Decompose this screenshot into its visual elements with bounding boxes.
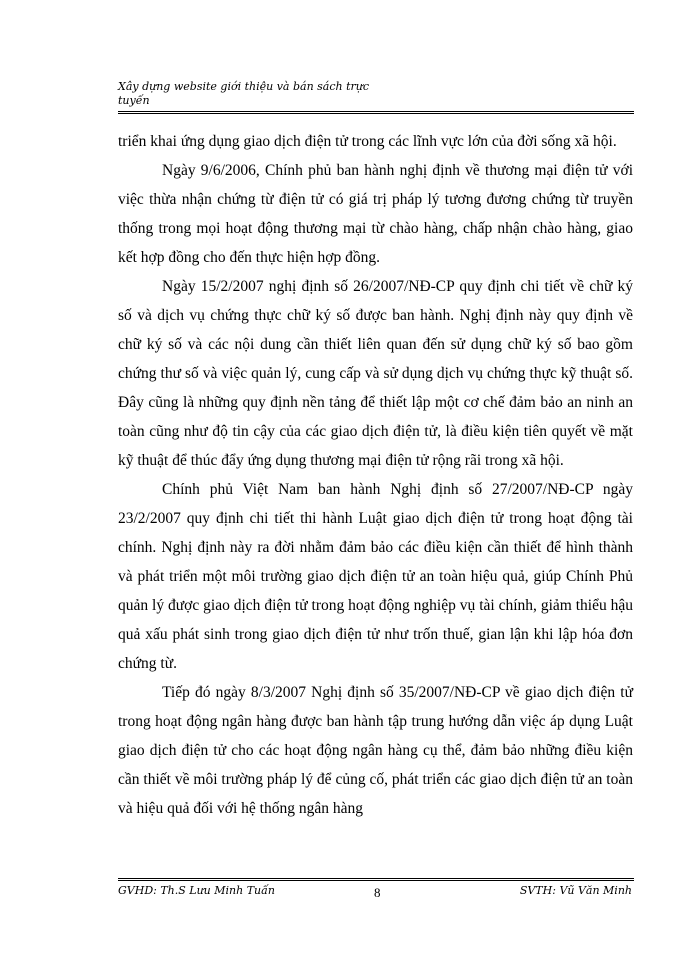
header-title-line-2: tuyến [118, 94, 150, 107]
footer-student: SVTH: Vũ Văn Minh [519, 884, 632, 897]
paragraph-2: Ngày 9/6/2006, Chính phủ ban hành nghị định về thương mại điện tử với việc thừa nhận chứng từ điện tử có giá trị pháp lý tương đương chứng từ truyền thống trong mọi hoạt động thương mại từ chào hàng, chấp nhận chào hàng, giao kết hợp đồng cho đến thực hiện hợp đồng. [118, 162, 633, 266]
header-rule [118, 111, 634, 112]
document-body [118, 127, 633, 823]
page-footer [118, 882, 634, 902]
page-number: 8 [374, 885, 381, 900]
page-header [118, 80, 633, 108]
header-title-line-1: Xây dựng website giới thiệu và bán sách trực [118, 80, 370, 93]
footer-rule [118, 878, 634, 879]
paragraph-3: Ngày 15/2/2007 nghị định số 26/2007/NĐ-CP quy định chi tiết về chữ ký số và dịch vụ chứng thực chữ ký số được ban hành. Nghị định này quy định về chữ ký số và các nội dung cần thiết liên quan đến sử dụng chữ ký số bao gồm chứng thư số và việc quản lý, cung cấp và sử dụng dịch vụ chứng thực kỹ thuật số. Đây cũng là những quy định nền tảng để thiết lập một cơ chế đảm bảo an ninh an toàn cũng như độ tin cậy của các giao dịch điện tử, là điều kiện tiên quyết về mặt kỹ thuật để thúc đẩy ứng dụng thương mại điện tử rộng rãi trong xã hội. [118, 278, 633, 469]
paragraph-1: triển khai ứng dụng giao dịch điện tử trong các lĩnh vực lớn của đời sống xã hội. [118, 133, 617, 150]
footer-advisor: GVHD: Th.S Lưu Minh Tuấn [118, 884, 275, 897]
paragraph-4: Chính phủ Việt Nam ban hành Nghị định số 27/2007/NĐ-CP ngày 23/2/2007 quy định chi tiết thi hành Luật giao dịch điện tử trong hoạt động tài chính. Nghị định này ra đời nhằm đảm bảo các điều kiện cần thiết để hình thành và phát triển một môi trường giao dịch điện tử an toàn hiệu quả, giúp Chính Phủ quản lý được giao dịch điện tử trong hoạt động nghiệp vụ tài chính, giảm thiểu hậu quả xấu phát sinh trong giao dịch điện tử như trốn thuế, gian lận khi lập hóa đơn chứng từ. [118, 481, 633, 672]
footer-rule-double [118, 880, 634, 881]
paragraph-5: Tiếp đó ngày 8/3/2007 Nghị định số 35/2007/NĐ-CP về giao dịch điện tử trong hoạt động ngân hàng được ban hành tập trung hướng dẫn việc áp dụng Luật giao dịch điện tử cho các hoạt động ngân hàng cụ thể, đảm bảo những điều kiện cần thiết về môi trường pháp lý để củng cố, phát triển các giao dịch điện tử an toàn và hiệu quả đối với hệ thống ngân hàng [118, 684, 633, 817]
header-rule-double [118, 113, 634, 114]
